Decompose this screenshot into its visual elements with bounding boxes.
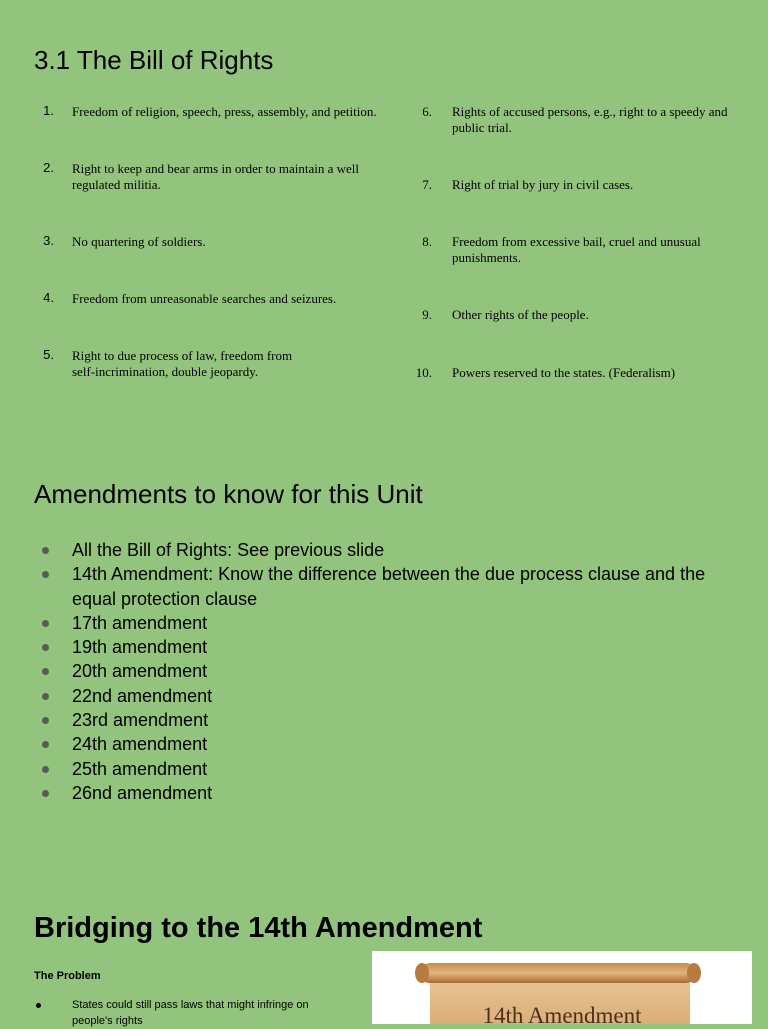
right-text: Powers reserved to the states. (Federalism)	[452, 365, 676, 380]
right-number: 6.	[422, 104, 432, 119]
bullet-icon	[36, 1003, 41, 1008]
right-text: Freedom from unreasonable searches and seizures.	[72, 291, 337, 306]
right-number: 10.	[415, 365, 432, 380]
bullet-icon	[42, 571, 49, 578]
problem-subheading: The Problem	[34, 970, 101, 982]
bullet-icon	[42, 741, 49, 748]
bullet-icon	[42, 790, 49, 797]
list-item	[40, 611, 740, 635]
list-item-text: 19th amendment	[72, 637, 208, 658]
bridging-title: Bridging to the 14th Amendment	[34, 912, 483, 944]
list-item-text: 23rd amendment	[72, 710, 209, 731]
list-item-text: 25th amendment	[72, 758, 208, 779]
scroll-image	[372, 951, 752, 1024]
list-item	[40, 635, 740, 659]
bullet-icon	[42, 717, 49, 724]
bullet-icon	[42, 547, 49, 554]
right-text: Right of trial by jury in civil cases.	[452, 177, 634, 192]
list-item-text: 20th amendment	[72, 661, 208, 682]
scroll-caption: 14th Amendment	[482, 1003, 642, 1024]
list-item-text: 17th amendment	[72, 612, 208, 633]
amendments-title: Amendments to know for this Unit	[34, 479, 423, 509]
bullet-icon	[42, 644, 49, 651]
amendments-list	[40, 538, 740, 805]
right-number: 8.	[422, 234, 432, 249]
right-text: Rights of accused persons, e.g., right to a speedy and public trial.	[452, 104, 728, 135]
list-item	[40, 659, 740, 683]
list-item	[40, 757, 740, 781]
right-text: Right to keep and bear arms in order to maintain a well regulated militia.	[72, 161, 359, 192]
list-item	[40, 732, 740, 756]
list-item-text: 22nd amendment	[72, 685, 213, 706]
bullet-icon	[42, 668, 49, 675]
right-number: 1.	[43, 103, 54, 118]
right-number: 4.	[43, 290, 54, 305]
list-item	[40, 538, 740, 562]
list-item	[40, 708, 740, 732]
bill-of-rights-title: 3.1 The Bill of Rights	[34, 45, 274, 75]
bullet-icon	[42, 620, 49, 627]
bullet-icon	[42, 693, 49, 700]
right-text: Other rights of the people.	[452, 307, 589, 322]
list-item-text: All the Bill of Rights: See previous slide	[72, 540, 385, 560]
right-number: 3.	[43, 233, 54, 248]
right-text: Right to due process of law, freedom from self-incrimination, double jeopardy.	[72, 348, 293, 379]
right-number: 2.	[43, 160, 54, 175]
list-item	[40, 684, 740, 708]
right-text: Freedom from excessive bail, cruel and unusual punishments.	[452, 234, 701, 265]
right-number: 5.	[43, 347, 54, 362]
list-item-text: 26nd amendment	[72, 782, 213, 803]
list-item	[40, 781, 740, 805]
problem-bullet-text: States could still pass laws that might infringe on people's rights	[72, 999, 309, 1027]
list-item-text: 14th Amendment: Know the difference between the due process clause and the equal protection clause	[72, 564, 706, 609]
right-text: No quartering of soldiers.	[72, 234, 206, 249]
bullet-icon	[42, 766, 49, 773]
right-text: Freedom of religion, speech, press, assembly, and petition.	[72, 104, 377, 119]
right-number: 9.	[422, 307, 432, 322]
list-item-text: 24th amendment	[72, 734, 208, 755]
right-number: 7.	[422, 177, 432, 192]
list-item	[40, 562, 740, 611]
